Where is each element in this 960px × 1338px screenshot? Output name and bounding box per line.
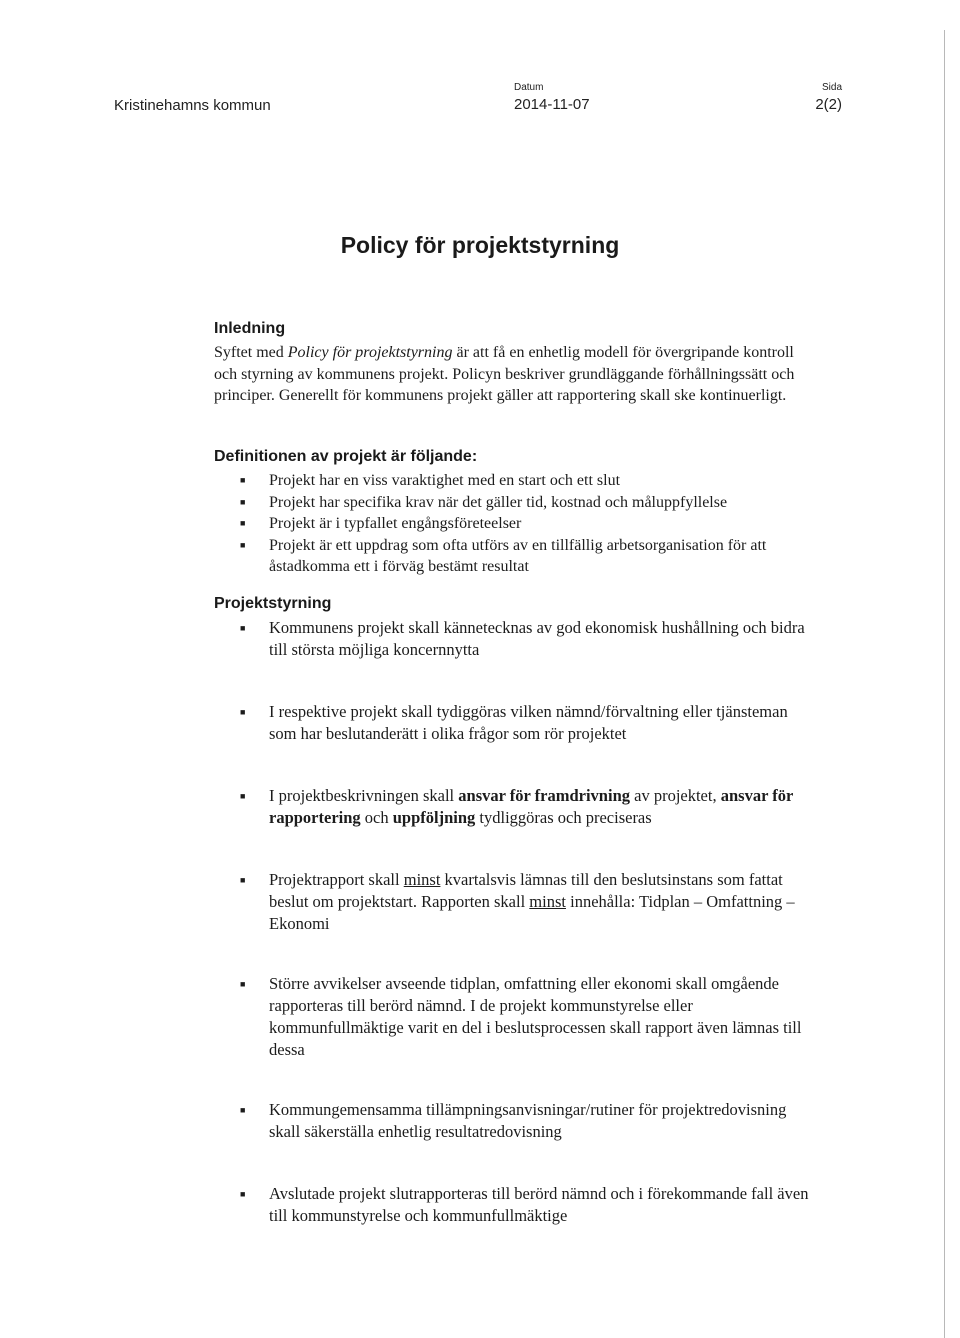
bullet-icon: ■	[240, 539, 246, 550]
list-item	[214, 701, 814, 745]
page-label: Sida	[821, 82, 842, 93]
bullet-icon: ■	[240, 623, 246, 633]
page-number: 2(2)	[815, 96, 842, 113]
bullet-icon: ■	[240, 518, 246, 528]
date-value: 2014-11-07	[514, 96, 590, 113]
bullet-icon: ■	[240, 979, 246, 989]
underlined-word: minst	[529, 892, 566, 911]
intro-paragraph	[214, 342, 814, 407]
document-title: Policy för projektstyrning	[340, 232, 620, 258]
projektstyrning-heading: Projektstyrning	[214, 595, 332, 612]
bullet-icon: ■	[240, 875, 246, 885]
intro-heading: Inledning	[214, 320, 286, 337]
list-item	[214, 1099, 814, 1143]
projektstyrning-list	[214, 617, 814, 1227]
emphasis: ansvar för rapportering	[269, 786, 793, 827]
list-item: ■ I projektbeskrivningen skall ansvar för framdrivning av projektet, ansvar för rapportering och uppföljning tydliggöras och preciseras	[240, 786, 793, 827]
bullet-icon: ■	[240, 1189, 246, 1199]
definition-list	[214, 470, 814, 578]
list-item-text: Större avvikelser avseende tidplan, omfattning eller ekonomi skall omgående rapporteras till berörd nämnd. I de projekt kommunstyrelse eller kommunfullmäktige varit en del i beslutsprocessen skall rapport även lämnas till dessa	[269, 974, 802, 1059]
list-item-text: Projekt är ett uppdrag som ofta utförs av en tillfällig arbetsorganisation för att åstadkomma ett i förväg bestämt resultat	[269, 536, 767, 575]
bullet-icon: ■	[240, 475, 246, 485]
list-item-text: Kommungemensamma tillämpningsanvisningar/rutiner för projektredovisning skall säkerställa enhetlig resultatredovisning	[269, 1100, 787, 1141]
bullet-icon: ■	[240, 1105, 246, 1115]
definition-heading: Definitionen av projekt är följande:	[214, 448, 478, 465]
bullet-icon: ■	[240, 707, 246, 717]
bullet-icon: ■	[240, 496, 246, 507]
intro-text: Syftet med	[214, 344, 288, 361]
underlined-word: minst	[403, 870, 441, 889]
list-item	[214, 617, 814, 661]
list-item	[214, 492, 814, 514]
organization-name: Kristinehamns kommun	[114, 97, 271, 114]
intro-text: är att få en enhetlig modell för övergripande kontroll och styrning av kommunens projekt. Policyn beskriver grundläggande förhållningssätt och principer. Generellt för kommunens projekt gäller att rapportering skall ske kontinuerligt.	[214, 344, 795, 404]
list-item	[214, 470, 814, 492]
emphasis: ansvar för framdrivning	[458, 786, 630, 805]
policy-name: Policy för projektstyrning	[287, 344, 453, 361]
list-item-text: Kommunens projekt skall kännetecknas av god ekonomisk hushållning och bidra till största möjliga koncernnytta	[269, 618, 805, 659]
list-item	[214, 513, 814, 535]
list-item-text: Projekt är i typfallet engångsföreteelser	[269, 515, 522, 532]
list-item-text: Projekt har specifika krav när det gäller tid, kostnad och måluppfyllelse	[269, 493, 728, 511]
list-item	[214, 535, 814, 578]
bullet-icon: ■	[240, 791, 246, 801]
list-item-text: I respektive projekt skall tydiggöras vilken nämnd/förvaltning eller tjänsteman som har beslutanderätt i olika frågor som rör projektet	[269, 702, 788, 743]
list-item-text: Projekt har en viss varaktighet med en start och ett slut	[269, 472, 621, 489]
emphasis: uppföljning	[392, 808, 476, 827]
list-item-text: Avslutade projekt slutrapporteras till berörd nämnd och i förekommande fall även till kommunstyrelse och kommunfullmäktige	[269, 1184, 809, 1225]
scan-edge-line	[944, 30, 945, 1338]
list-item	[214, 1183, 814, 1227]
list-item: ■ Projektrapport skall minst kvartalsvis lämnas till den beslutsinstans som fattat beslut om projektstart. Rapporten skall minst innehålla: Tidplan – Omfattning – Ekonomi	[240, 870, 795, 933]
date-label: Datum	[514, 82, 544, 93]
list-item	[214, 973, 814, 1061]
